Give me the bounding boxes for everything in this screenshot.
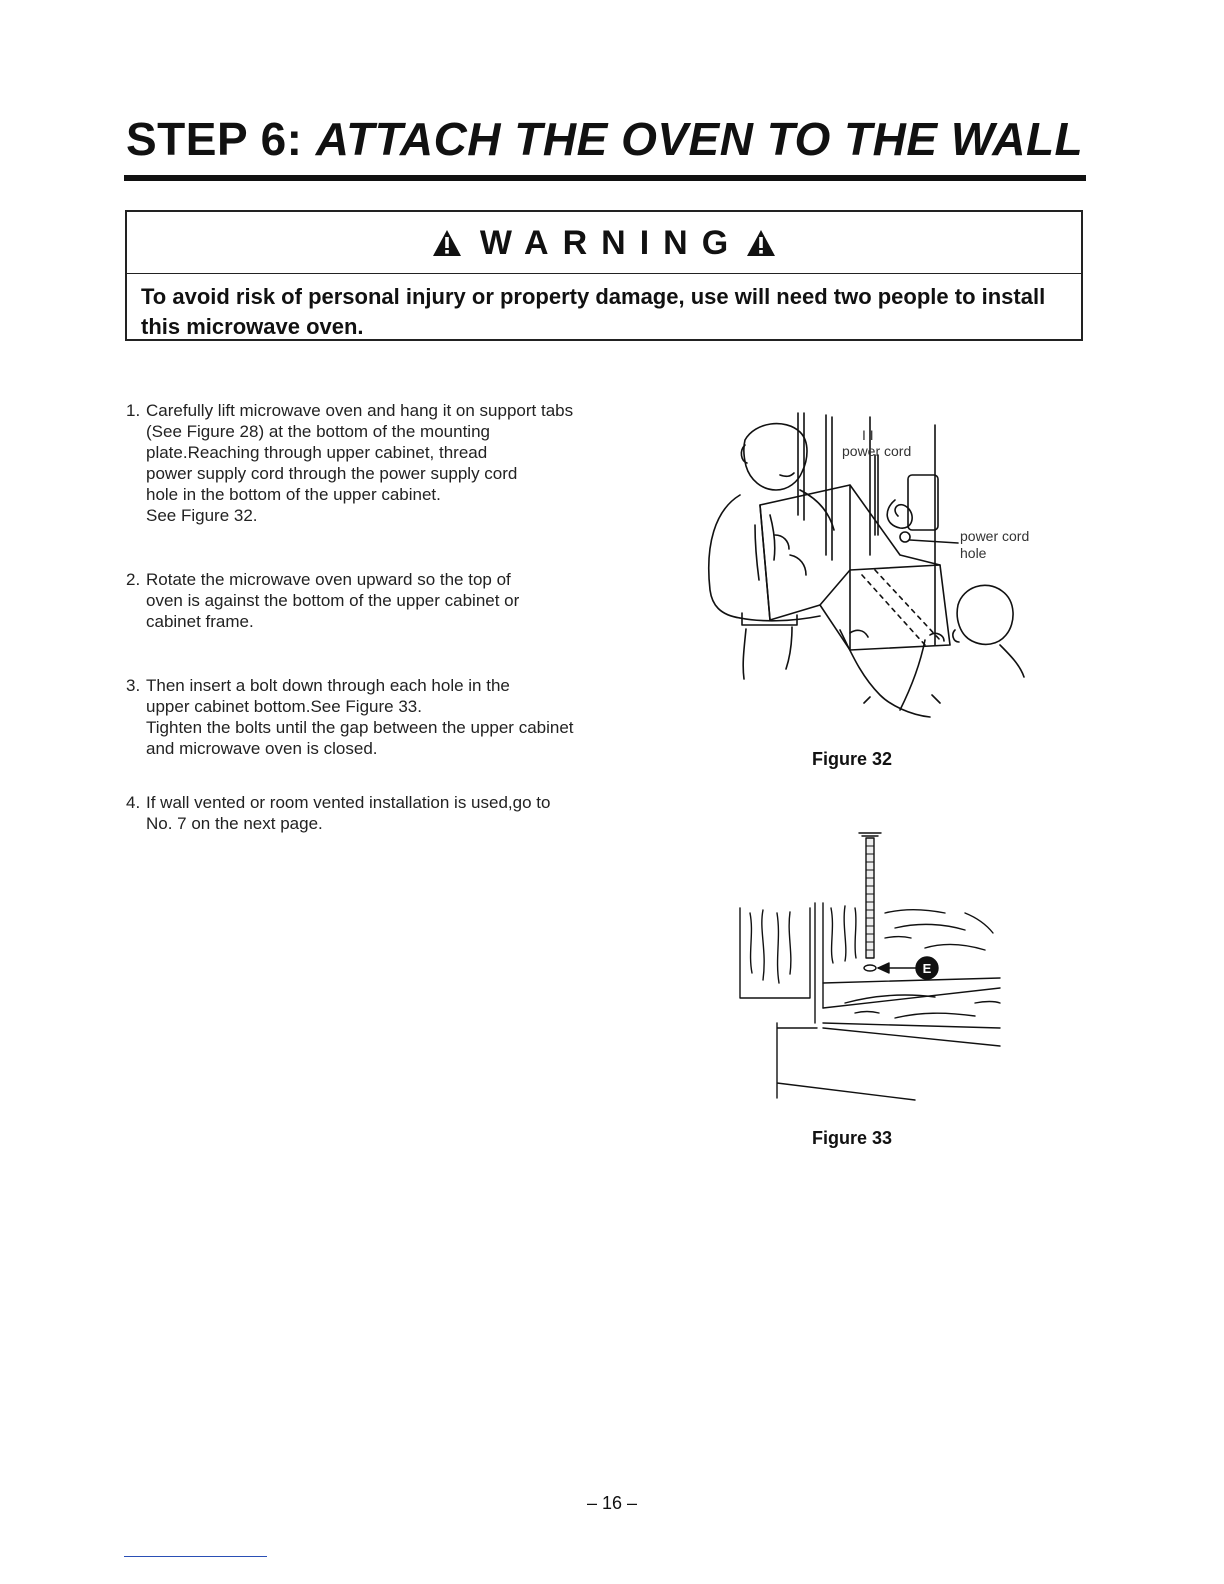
step-line: Tighten the bolts until the gap between the upper cabinet	[146, 718, 574, 737]
step-line: Then insert a bolt down through each hole in the	[146, 676, 510, 695]
step-line: cabinet frame.	[146, 612, 254, 631]
page-number: – 16 –	[586, 1493, 638, 1513]
step-number: 2.	[126, 570, 141, 589]
step-line: power supply cord through the power supply cord	[146, 464, 518, 483]
step-number: 3.	[126, 676, 141, 695]
warning-triangle-icon	[432, 229, 462, 257]
warning-divider	[127, 273, 1081, 274]
title-rule	[124, 175, 1086, 181]
step-line: upper cabinet bottom.See Figure 33.	[146, 697, 422, 716]
step-line: Rotate the microwave oven upward so the top of	[146, 570, 511, 589]
step-line: No. 7 on the next page.	[146, 814, 323, 833]
figure-33-caption: Figure 33	[812, 1128, 893, 1148]
step-line: hole in the bottom of the upper cabinet.	[146, 485, 441, 504]
warning-header	[127, 212, 1081, 274]
power-cord-hole-label-1: power cord	[960, 528, 1030, 544]
warning-text: To avoid risk of personal injury or property damage, use will need two people to install this microwave oven.	[141, 284, 1046, 339]
step-line: (See Figure 28) at the bottom of the mounting	[146, 422, 490, 441]
figure-33-illustration	[735, 828, 1005, 1103]
svg-text:I I: I I	[862, 427, 874, 443]
step-line: oven is against the bottom of the upper cabinet or	[146, 591, 520, 610]
step-line: plate.Reaching through upper cabinet, thread	[146, 443, 488, 462]
warning-triangle-icon	[746, 229, 776, 257]
footer-line	[124, 1556, 267, 1557]
step-line: See Figure 32.	[146, 506, 258, 525]
page-title	[126, 112, 1083, 166]
step-number: STEP 6:	[126, 113, 303, 165]
figure-32-caption: Figure 32	[812, 749, 893, 769]
figure-32-illustration	[700, 405, 1040, 745]
step-number: 1.	[126, 401, 141, 420]
step-number: 4.	[126, 793, 141, 812]
warning-label: WARNING	[479, 223, 743, 262]
power-cord-hole-label-2: hole	[960, 545, 987, 561]
step-title: ATTACH THE OVEN TO THE WALL	[315, 113, 1084, 165]
warning-box	[125, 210, 1083, 341]
step-line: and microwave oven is closed.	[146, 739, 378, 758]
step-line: Carefully lift microwave oven and hang it on support tabs	[146, 401, 574, 420]
step-line: If wall vented or room vented installation is used,go to	[146, 793, 551, 812]
power-cord-label: power cord	[842, 443, 912, 459]
marker-e-label: E	[922, 961, 932, 976]
